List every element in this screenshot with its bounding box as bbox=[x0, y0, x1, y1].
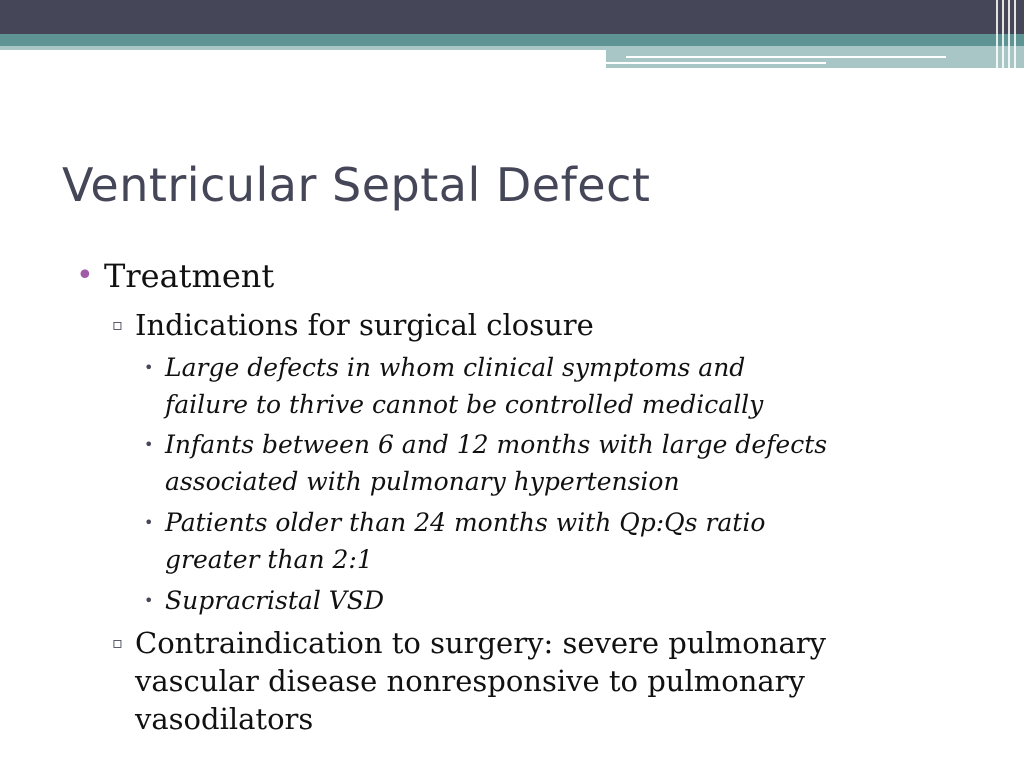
header-accent-line bbox=[626, 56, 946, 58]
list-item-supracristal bbox=[165, 582, 965, 619]
bullet-small-dot-icon: • bbox=[144, 435, 154, 454]
bullet-small-dot-icon: • bbox=[144, 358, 154, 377]
bullet-contraindication bbox=[135, 624, 965, 738]
bullet-treatment: Treatment bbox=[104, 257, 275, 295]
bullet-square-icon: ▫ bbox=[112, 633, 123, 652]
header-band-light bbox=[0, 46, 606, 50]
bullet-line: Contraindication to surgery: severe pulmonary bbox=[135, 626, 826, 660]
list-item-line: Patients older than 24 months with Qp:Qs ratio bbox=[165, 508, 766, 537]
header-accent-line bbox=[606, 62, 826, 64]
list-item-large-defects bbox=[165, 349, 965, 423]
header-band-teal bbox=[0, 34, 1024, 46]
bullet-line: vasodilators bbox=[135, 702, 314, 736]
bullet-small-dot-icon: • bbox=[144, 591, 154, 610]
list-item-line: Large defects in whom clinical symptoms and bbox=[165, 353, 746, 382]
list-item-line: failure to thrive cannot be controlled medically bbox=[165, 390, 764, 419]
bullet-indications: Indications for surgical closure bbox=[135, 308, 594, 342]
list-item-line: greater than 2:1 bbox=[165, 545, 373, 574]
list-item-line: Infants between 6 and 12 months with large defects bbox=[165, 430, 828, 459]
bullet-square-icon: ▫ bbox=[112, 315, 123, 334]
list-item-older-patients bbox=[165, 504, 965, 578]
bullet-line: vascular disease nonresponsive to pulmonary bbox=[135, 664, 805, 698]
bullet-dot-icon: • bbox=[76, 258, 94, 293]
list-item-line: associated with pulmonary hypertension bbox=[165, 467, 680, 496]
header-band-dark bbox=[0, 0, 1024, 34]
list-item-infants bbox=[165, 426, 965, 500]
header-stripes bbox=[994, 0, 1024, 68]
bullet-small-dot-icon: • bbox=[144, 513, 154, 532]
slide-title: Ventricular Septal Defect bbox=[62, 158, 651, 212]
list-item-line: Supracristal VSD bbox=[165, 586, 384, 615]
